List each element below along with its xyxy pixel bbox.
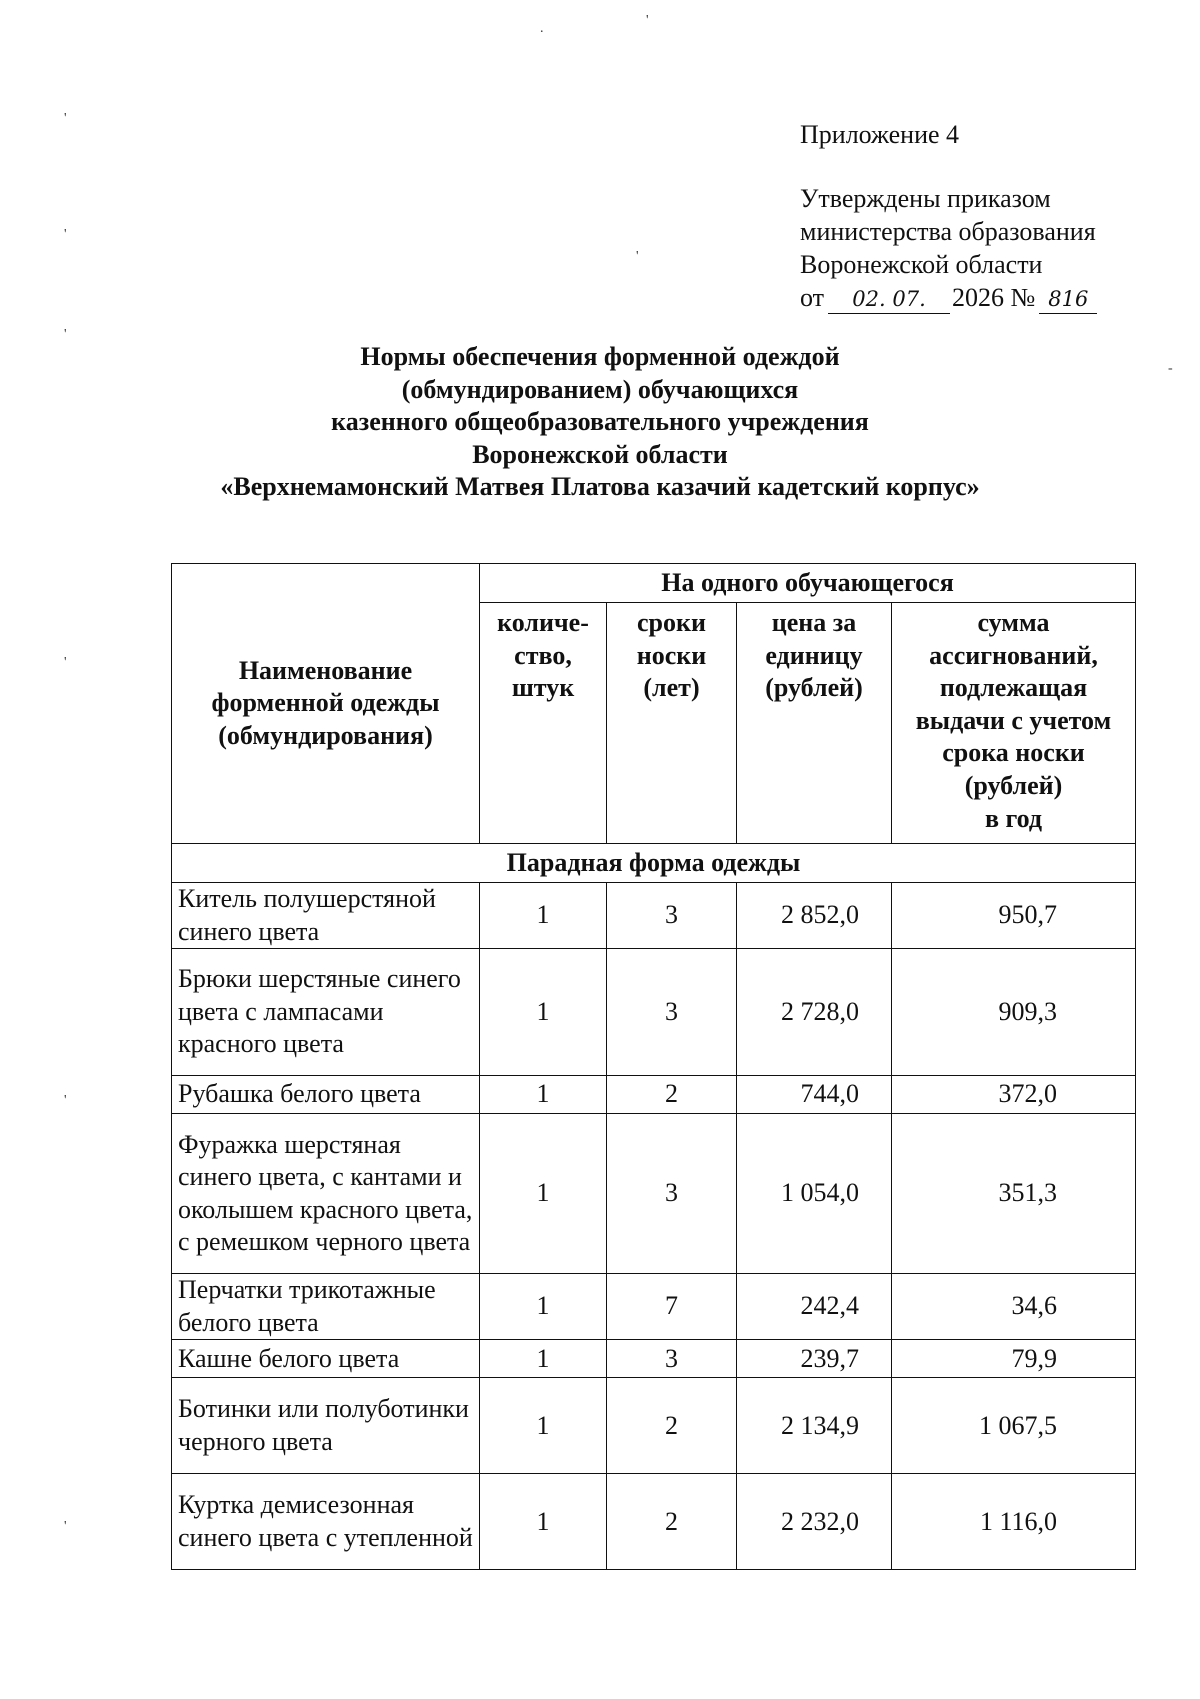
title-line: «Верхнемамонский Матвея Платова казачий кадетский корпус» [220,472,980,502]
cell-item-name: Перчатки трикотажные белого цвета [172,1274,480,1340]
cell-item-name: Кашне белого цвета [172,1340,480,1378]
cell-unit-price: 2 852,0 [737,883,892,949]
table-row [172,1340,1136,1378]
table-row [172,883,1136,949]
table-row [172,1076,1136,1114]
approval-line: Воронежской области [800,250,1043,279]
header-wear-term: сроки носки (лет) [607,603,737,844]
cell-wear-term: 2 [607,1474,737,1570]
table-row [172,1274,1136,1340]
cell-unit-price: 2 134,9 [737,1378,892,1474]
cell-wear-term: 3 [607,883,737,949]
cell-unit-price: 1 054,0 [737,1114,892,1274]
cell-wear-term: 3 [607,1114,737,1274]
cell-unit-price: 744,0 [737,1076,892,1114]
scan-speck: ' [64,327,67,342]
cell-annual-sum: 79,9 [892,1340,1136,1378]
handwritten-date: 02. 07. [828,285,950,314]
section-title: Парадная форма одежды [172,844,1136,883]
cell-item-name: Ботинки или полуботинки черного цвета [172,1378,480,1474]
cell-annual-sum: 372,0 [892,1076,1136,1114]
cell-item-name: Китель полушерстяной синего цвета [172,883,480,949]
date-prefix: от [800,283,825,312]
cell-item-name: Рубашка белого цвета [172,1076,480,1114]
uniform-norms-table [171,563,1136,1570]
table-body [172,883,1136,1570]
scan-speck: ' [64,111,67,126]
header-quantity: количе- ство, штук [480,603,607,844]
cell-wear-term: 2 [607,1378,737,1474]
appendix-label: Приложение 4 [800,120,960,149]
cell-wear-term: 3 [607,1340,737,1378]
scan-speck: ' [64,1519,67,1534]
header-annual-sum: сумма ассигнований, подлежащая выдачи с учетом срока носки (рублей) в год [892,603,1136,844]
cell-wear-term: 2 [607,1076,737,1114]
table-row [172,949,1136,1076]
scan-speck: - [1168,361,1173,376]
document-title [0,341,1200,504]
approval-line: Утверждены приказом [800,184,1051,213]
cell-wear-term: 7 [607,1274,737,1340]
header-per-student: На одного обучающегося [480,564,1136,603]
cell-unit-price: 242,4 [737,1274,892,1340]
approval-block [800,118,1097,314]
cell-item-name: Куртка демисезонная синего цвета с утепленной [172,1474,480,1570]
cell-quantity: 1 [480,1076,607,1114]
table-row [172,1114,1136,1274]
title-line: Воронежской области [472,439,728,469]
header-unit-price: цена за единицу (рублей) [737,603,892,844]
table-row [172,1378,1136,1474]
scan-speck: ' [64,1093,67,1108]
cell-item-name: Брюки шерстяные синего цвета с лампасами красного цвета [172,949,480,1076]
cell-annual-sum: 909,3 [892,949,1136,1076]
cell-wear-term: 3 [607,949,737,1076]
title-line: Нормы обеспечения форменной одеждой [360,342,840,371]
cell-quantity: 1 [480,1474,607,1570]
cell-annual-sum: 351,3 [892,1114,1136,1274]
scan-speck: ' [636,249,639,264]
cell-quantity: 1 [480,1274,607,1340]
scan-speck: ' [64,227,67,242]
cell-annual-sum: 1 116,0 [892,1474,1136,1570]
scan-speck: . [540,21,544,36]
title-line: (обмундированием) обучающихся [401,374,799,404]
table-row [172,1474,1136,1570]
cell-unit-price: 239,7 [737,1340,892,1378]
header-item-name: Наименование форменной одежды (обмундирования) [172,564,480,844]
cell-item-name: Фуражка шерстяная синего цвета, с кантами и околышем красного цвета, с ремешком черного цвета [172,1114,480,1274]
cell-quantity: 1 [480,1114,607,1274]
approval-line: министерства образования [800,217,1096,246]
cell-annual-sum: 34,6 [892,1274,1136,1340]
scan-speck: ' [646,13,649,28]
cell-annual-sum: 950,7 [892,883,1136,949]
cell-quantity: 1 [480,883,607,949]
cell-quantity: 1 [480,1340,607,1378]
title-line: казенного общеобразовательного учреждения [331,407,869,437]
approval-date-line [800,281,1097,314]
handwritten-number: 816 [1039,285,1097,314]
cell-quantity: 1 [480,1378,607,1474]
cell-unit-price: 2 728,0 [737,949,892,1076]
cell-annual-sum: 1 067,5 [892,1378,1136,1474]
year: 2026 [952,283,1005,312]
cell-quantity: 1 [480,949,607,1076]
scan-speck: ' [64,655,67,670]
cell-unit-price: 2 232,0 [737,1474,892,1570]
number-sign: № [1010,283,1036,312]
